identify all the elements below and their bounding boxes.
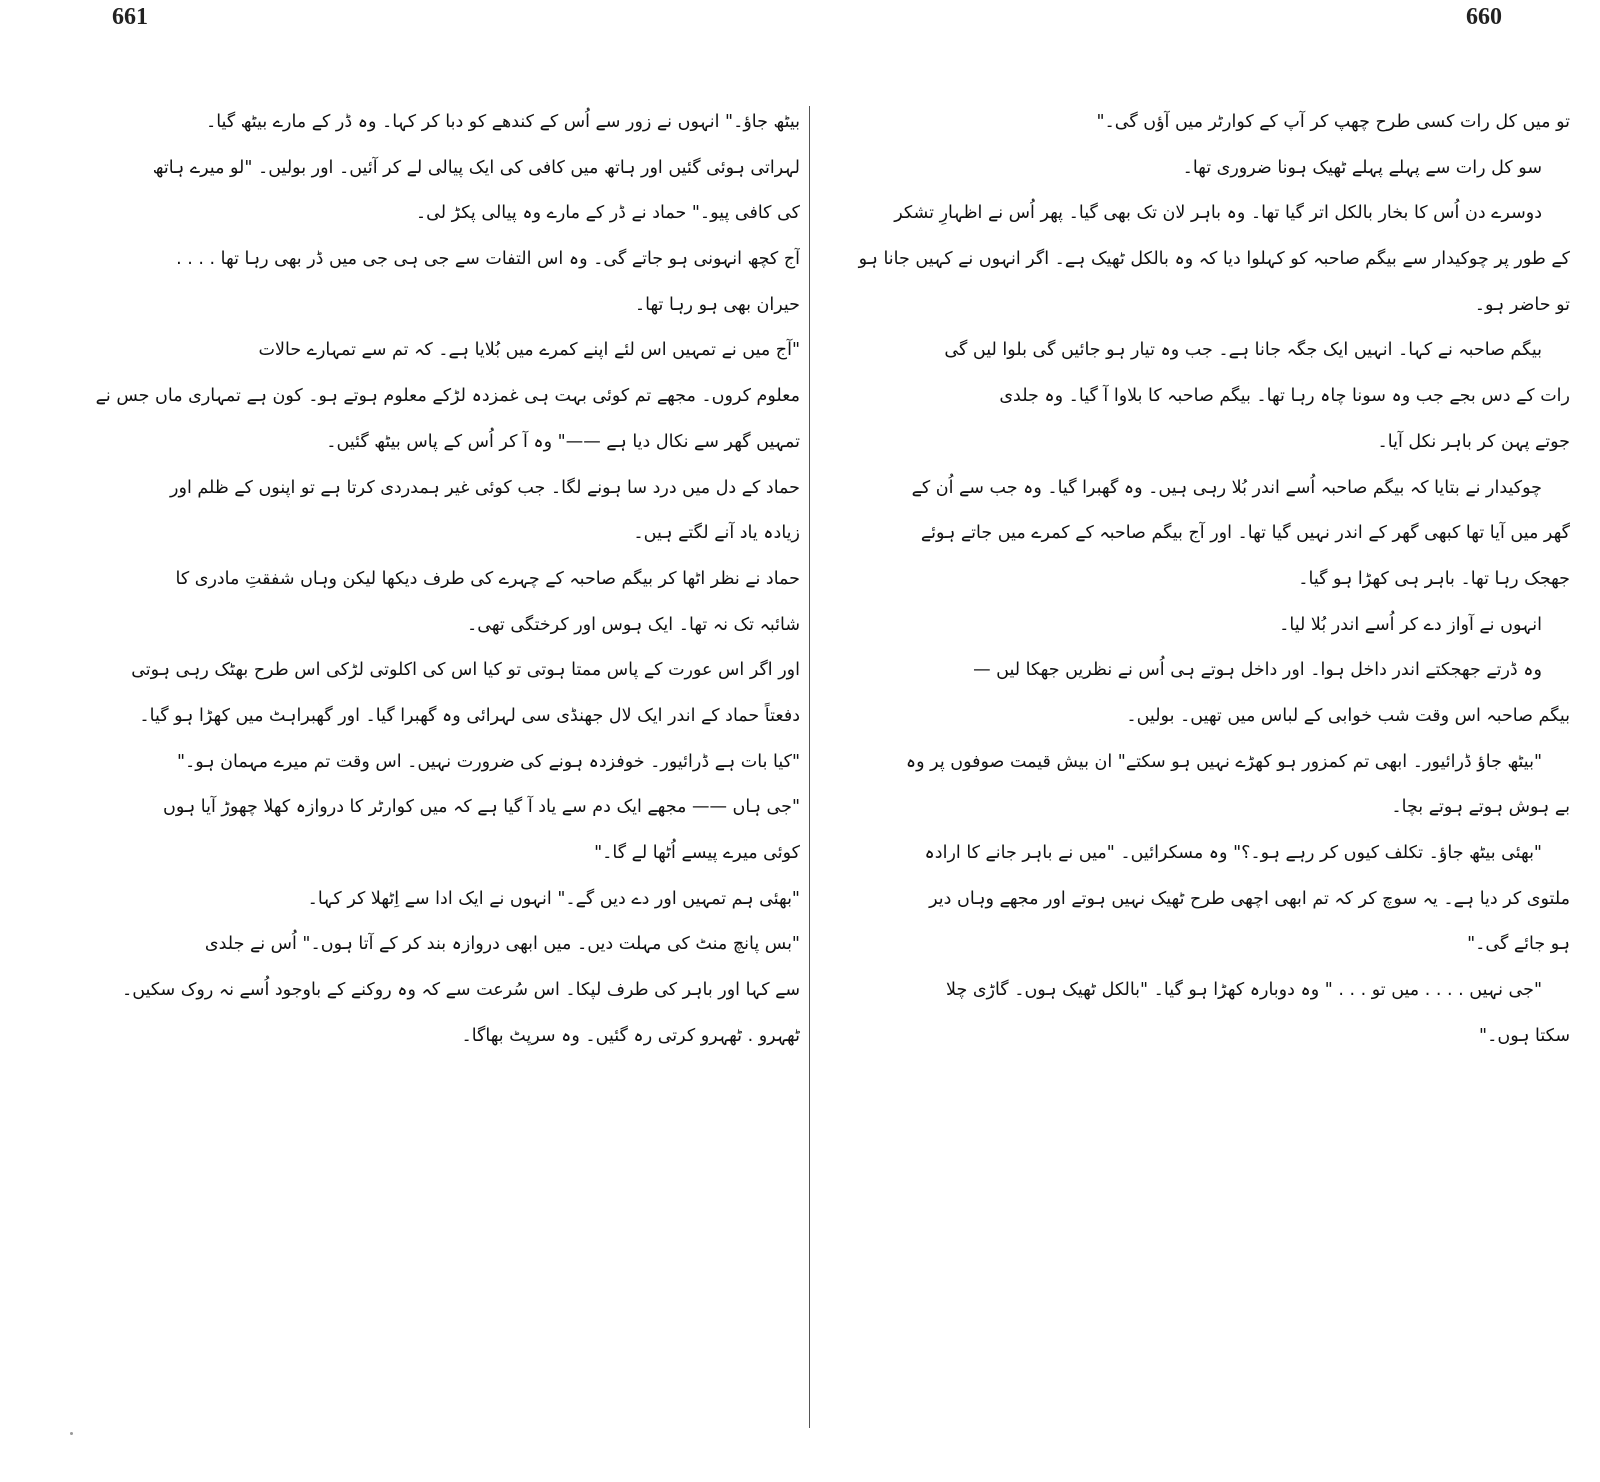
- text-line: کے طور پر چوکیدار سے بیگم صاحبہ کو کہلوا دیا کہ وہ بالکل ٹھیک ہے۔ اگر انہوں نے کہیں جانا ہو: [858, 249, 1570, 270]
- text-line: حیران بھی ہو رہا تھا۔: [634, 294, 800, 315]
- text-line: لہراتی ہوئی گئیں اور ہاتھ میں کافی کی ایک پیالی لے کر آئیں۔ اور بولیں۔ "لو میرے ہاتھ: [152, 157, 800, 178]
- text-line: کوئی میرے پیسے اُٹھا لے گا۔": [594, 843, 800, 863]
- text-line: "بیٹھ جاؤ ڈرائیور۔ ابھی تم کمزور ہو کھڑے نہیں ہو سکتے" ان بیش قیمت صوفوں پر وہ: [905, 751, 1542, 772]
- text-line: سو کل رات سے پہلے پہلے ٹھیک ہونا ضروری تھا۔: [1182, 157, 1542, 178]
- text-line: جھجک رہا تھا۔ باہر ہی کھڑا ہو گیا۔: [1298, 568, 1570, 589]
- text-line: ملتوی کر دیا ہے۔ یہ سوچ کر کہ تم ابھی اچھی طرح ٹھیک نہیں ہوتے اور مجھے وہاں دیر: [929, 888, 1570, 909]
- text-line: سکتا ہوں۔": [1479, 1025, 1570, 1046]
- text-line: "بھئی بیٹھ جاؤ۔ تکلف کیوں کر رہے ہو۔؟" وہ مسکرائیں۔ "میں نے باہر جانے کا ارادہ: [924, 843, 1542, 863]
- text-line: آج کچھ انہونی ہو جاتے گی۔ وہ اس التفات سے جی ہی جی میں ڈر بھی رہا تھا . . . .: [176, 249, 800, 270]
- text-line: "بھئی ہم تمہیں اور دے دیں گے۔" انہوں نے ایک ادا سے اِٹھلا کر کہا۔: [307, 888, 800, 909]
- text-line: معلوم کروں۔ مجھے تم کوئی بہت ہی غمزدہ لڑکے معلوم ہوتے ہو۔ کون ہے تمہاری ماں جس نے: [95, 386, 800, 407]
- text-line: "آج میں نے تمہیں اس لئے اپنے کمرے میں بُلایا ہے۔ کہ تم سے تمہارے حالات: [258, 340, 800, 361]
- text-line: ٹھہرو . ٹھہرو کرتی رہ گئیں۔ وہ سرپٹ بھاگا۔: [461, 1025, 800, 1046]
- text-line: وہ ڈرتے جھجکتے اندر داخل ہوا۔ اور داخل ہوتے ہی اُس نے نظریں جھکا لیں —: [973, 660, 1542, 681]
- text-line: چوکیدار نے بتایا کہ بیگم صاحبہ اُسے اندر بُلا رہی ہیں۔ وہ گھبرا گیا۔ وہ جب سے اُن کے: [911, 477, 1542, 498]
- text-line: بیٹھ جاؤ۔" انہوں نے زور سے اُس کے کندھے کو دبا کر کہا۔ وہ ڈر کے مارے بیٹھ گیا۔: [205, 112, 800, 132]
- text-line: رات کے دس بجے جب وہ سونا چاہ رہا تھا۔ بیگم صاحبہ کا بلاوا آ گیا۔ وہ جلدی: [999, 386, 1570, 407]
- text-line: حماد نے نظر اٹھا کر بیگم صاحبہ کے چہرے کی طرف دیکھا لیکن وہاں شفقتِ مادری کا: [175, 568, 800, 589]
- text-line: شائبہ تک نہ تھا۔ ایک ہوس اور کرختگی تھی۔: [466, 614, 800, 635]
- text-line: سے کہا اور باہر کی طرف لپکا۔ اس سُرعت سے کہ وہ روکنے کے باوجود اُسے نہ روک سکیں۔: [121, 980, 800, 1001]
- text-line: دفعتاً حماد کے اندر ایک لال جھنڈی سی لہرائی وہ گھبرا گیا۔ اور گھبراہٹ میں کھڑا ہو گیا۔: [139, 705, 800, 726]
- scan-speck: [70, 1432, 73, 1435]
- text-line: اور اگر اس عورت کے پاس ممتا ہوتی تو کیا اس کی اکلوتی لڑکی اس طرح بھٹک رہی ہوتی: [131, 660, 800, 681]
- text-line: "جی ہاں —— مجھے ایک دم سے یاد آ گیا ہے کہ میں کوارٹر کا دروازہ کھلا چھوڑ آیا ہوں: [163, 797, 800, 818]
- page-gutter-divider: [809, 106, 810, 1428]
- text-line: "جی نہیں . . . . میں تو . . . " وہ دوبارہ کھڑا ہو گیا۔ "بالکل ٹھیک ہوں۔ گاڑی چلا: [946, 980, 1542, 1001]
- text-line: "بس پانچ منٹ کی مہلت دیں۔ میں ابھی دروازہ بند کر کے آتا ہوں۔" اُس نے جلدی: [204, 934, 800, 955]
- text-line: انہوں نے آواز دے کر اُسے اندر بُلا لیا۔: [1279, 614, 1542, 635]
- text-line: بیگم صاحبہ اس وقت شب خوابی کے لباس میں تھیں۔ بولیں۔: [1126, 705, 1570, 726]
- text-line: تو حاضر ہو۔: [1474, 294, 1570, 315]
- text-line: بے ہوش ہوتے ہوتے بچا۔: [1391, 797, 1570, 818]
- left-page-text: [80, 100, 800, 1059]
- text-line: تمہیں گھر سے نکال دیا ہے ——" وہ آ کر اُس کے پاس بیٹھ گئیں۔: [326, 431, 800, 452]
- text-line: زیادہ یاد آنے لگتے ہیں۔: [633, 523, 800, 544]
- text-line: دوسرے دن اُس کا بخار بالکل اتر گیا تھا۔ وہ باہر لان تک بھی گیا۔ پھر اُس نے اظہارِ تشکر: [894, 203, 1542, 224]
- text-line: حماد کے دل میں درد سا ہونے لگا۔ جب کوئی غیر ہمدردی کرتا ہے تو اپنوں کے ظلم اور: [170, 477, 800, 498]
- page-number-right: 660: [1466, 4, 1502, 30]
- text-line: گھر میں آیا تھا کبھی گھر کے اندر نہیں گیا تھا۔ اور آج بیگم صاحبہ کے کمرے میں جاتے ہوئے: [920, 523, 1570, 544]
- text-line: ہو جائے گی۔": [1467, 934, 1570, 955]
- text-line: جوتے پہن کر باہر نکل آیا۔: [1377, 431, 1570, 452]
- page-number-left: 661: [112, 4, 148, 30]
- text-line: تو میں کل رات کسی طرح چھپ کر آپ کے کوارٹر میں آؤں گی۔": [1096, 112, 1570, 132]
- text-line: "کیا بات ہے ڈرائیور۔ خوفزدہ ہونے کی ضرورت نہیں۔ اس وقت تم میرے مہمان ہو۔": [176, 751, 800, 772]
- text-line: کی کافی پیو۔" حماد نے ڈر کے مارے وہ پیالی پکڑ لی۔: [415, 203, 800, 224]
- right-page-text: [818, 100, 1570, 1059]
- text-line: بیگم صاحبہ نے کہا۔ انہیں ایک جگہ جانا ہے۔ جب وہ تیار ہو جائیں گی بلوا لیں گی: [944, 340, 1542, 361]
